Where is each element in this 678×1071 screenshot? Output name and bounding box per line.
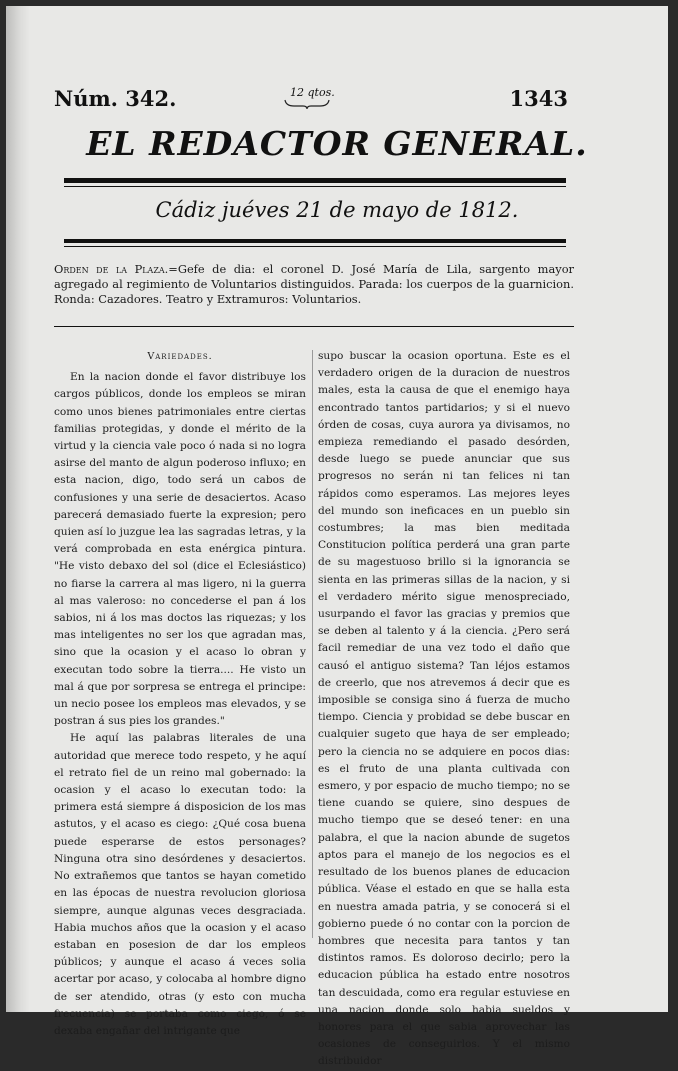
paragraph: supo buscar la ocasion oportuna. Este es el verdadero origen de la duracion de nuestros males, esta la causa de que el enemigo haya encontrado tantos partidarios; y si el nuevo órden de cosas, cuya aurora ya divisamos, no empieza remediando el pasado desórden, desde luego se puede anunciar que sus progresos no serán ni tan felices ni tan rápidos como esperamos. Las mejores leyes del mundo son ineficaces en un pueblo sin costumbres; la mas bien meditada Constitucion política perderá una gran parte de su magestuoso brillo si la ignorancia se sienta en las primeras sillas de la nacion, y si el verdadero mérito sigue menospreciado, usurpando el favor las gracias y premios que se deben al talento y á la ciencia. ¿Pero será facil remediar de una vez todo el daño que causó el antiguo sistema? Tan léjos estamos de creerlo, que nos atrevemos á decir que es imposible se consiga sino á fuerza de mucho tiempo. Ciencia y probidad se debe buscar en cualquier sugeto que haya de ser empleado; pero la ciencia no se adquiere en pocos dias: es el fruto de una planta cultivada con esmero, y por espacio de mucho tiempo; no se tiene cuando se quiere, sino despues de mucho tiempo que se deseó tener: en una palabra, el que la nacion abunde de sugetos aptos para el manejo de los negocios es el resultado de los buenos planes de educacion pública. Véase el estado en que se halla esta en nuestra amada patria, y se conocerá si el gobierno puede ó no contar con la porcion de hombres que necesita para tantos y tan distintos ramos. Es doloroso decirlo; pero la educacion pública ha estado entre nosotros tan descuidada, como era regular estuviese en una nacion donde solo habia sueldos y honores para el que sabia aprovechar las ocasiones de conseguirlos. Y el mismo distribuidor [318, 350, 570, 1068]
issue-price: 12 qtos. [290, 86, 335, 99]
dateline-rule-thick [64, 239, 566, 243]
orden-de-la-plaza [54, 262, 574, 307]
masthead-rule-thick [64, 178, 566, 183]
masthead-title: EL REDACTOR GENERAL. [86, 124, 588, 163]
page-number: 1343 [509, 86, 568, 111]
dateline-rule-thin [64, 246, 566, 247]
paragraph: He aquí las palabras literales de una autoridad que merece todo respeto, y he aquí el retrato fiel de un reino mal gobernado: la ocasion y el acaso lo executan todo: la primera está siempre á disposicion de los mas astutos, y el acaso es ciego: ¿Qué cosa buena puede esperarse de estos personages? Ninguna otra sino desórdenes y desaciertos. No extrañemos que tantos se hayan cometido en las épocas de nuestra revolucion gloriosa siempre, aunque algunas veces desgraciada. Habia muchos años que la ocasion y el acaso estaban en posesion de dar los empleos públicos; y aunque el acaso á veces solia acertar por acaso, y colocaba al hombre digno de ser atendido, otras (y esto con mucha frecuencia) se portaba como ciego, ó se dexaba engañar del intrigante que [54, 732, 306, 1037]
left-column [54, 348, 306, 1040]
dateline: Cádiz juéves 21 de mayo de 1812. [155, 198, 519, 222]
price-brace-icon [284, 98, 330, 110]
right-column [318, 348, 570, 1071]
orden-label: Orden de la Plaza. [54, 262, 169, 276]
issue-number: Núm. 342. [54, 86, 177, 111]
section-divider [54, 326, 574, 327]
column-separator [312, 350, 313, 938]
orden-text: =Gefe de dia: el coronel D. José María de Lila, sargento mayor agregado al regimiento de Voluntarios distinguidos. Parada: los cuerpos de la guarnicion. Ronda: Cazadores. Teatro y Extramuros: Voluntarios. [54, 262, 574, 306]
newspaper-page [6, 6, 668, 1068]
masthead-rule-thin [64, 186, 566, 187]
section-title: Variedades. [147, 351, 213, 362]
paragraph: En la nacion donde el favor distribuye los cargos públicos, donde los empleos se miran como unos bienes patrimoniales entre ciertas familias protegidas, y donde el mérito de la virtud y la ciencia vale poco ó nada si no logra asirse del manto de algun poderoso influxo; en esta nacion, digo, todo será un cabos de confusiones y una serie de desaciertos. Acaso parecerá demasiado fuerte la expresion; pero quien así lo juzgue lea las sagradas letras, y la verá comprobada en esta enérgica pintura. "He visto debaxo del sol (dice el Eclesiástico) no fiarse la carrera al mas ligero, ni la guerra al mas valeroso: no concederse el pan á los sabios, ni á los mas doctos las riquezas; y los mas inteligentes no ser los que agradan mas, sino que la ocasion y el acaso lo obran y executan todo sobre la tierra.... He visto un mal á que por sorpresa se entrega el principe: un necio posee los empleos mas elevados, y se postran á sus pies los grandes." [54, 371, 306, 728]
